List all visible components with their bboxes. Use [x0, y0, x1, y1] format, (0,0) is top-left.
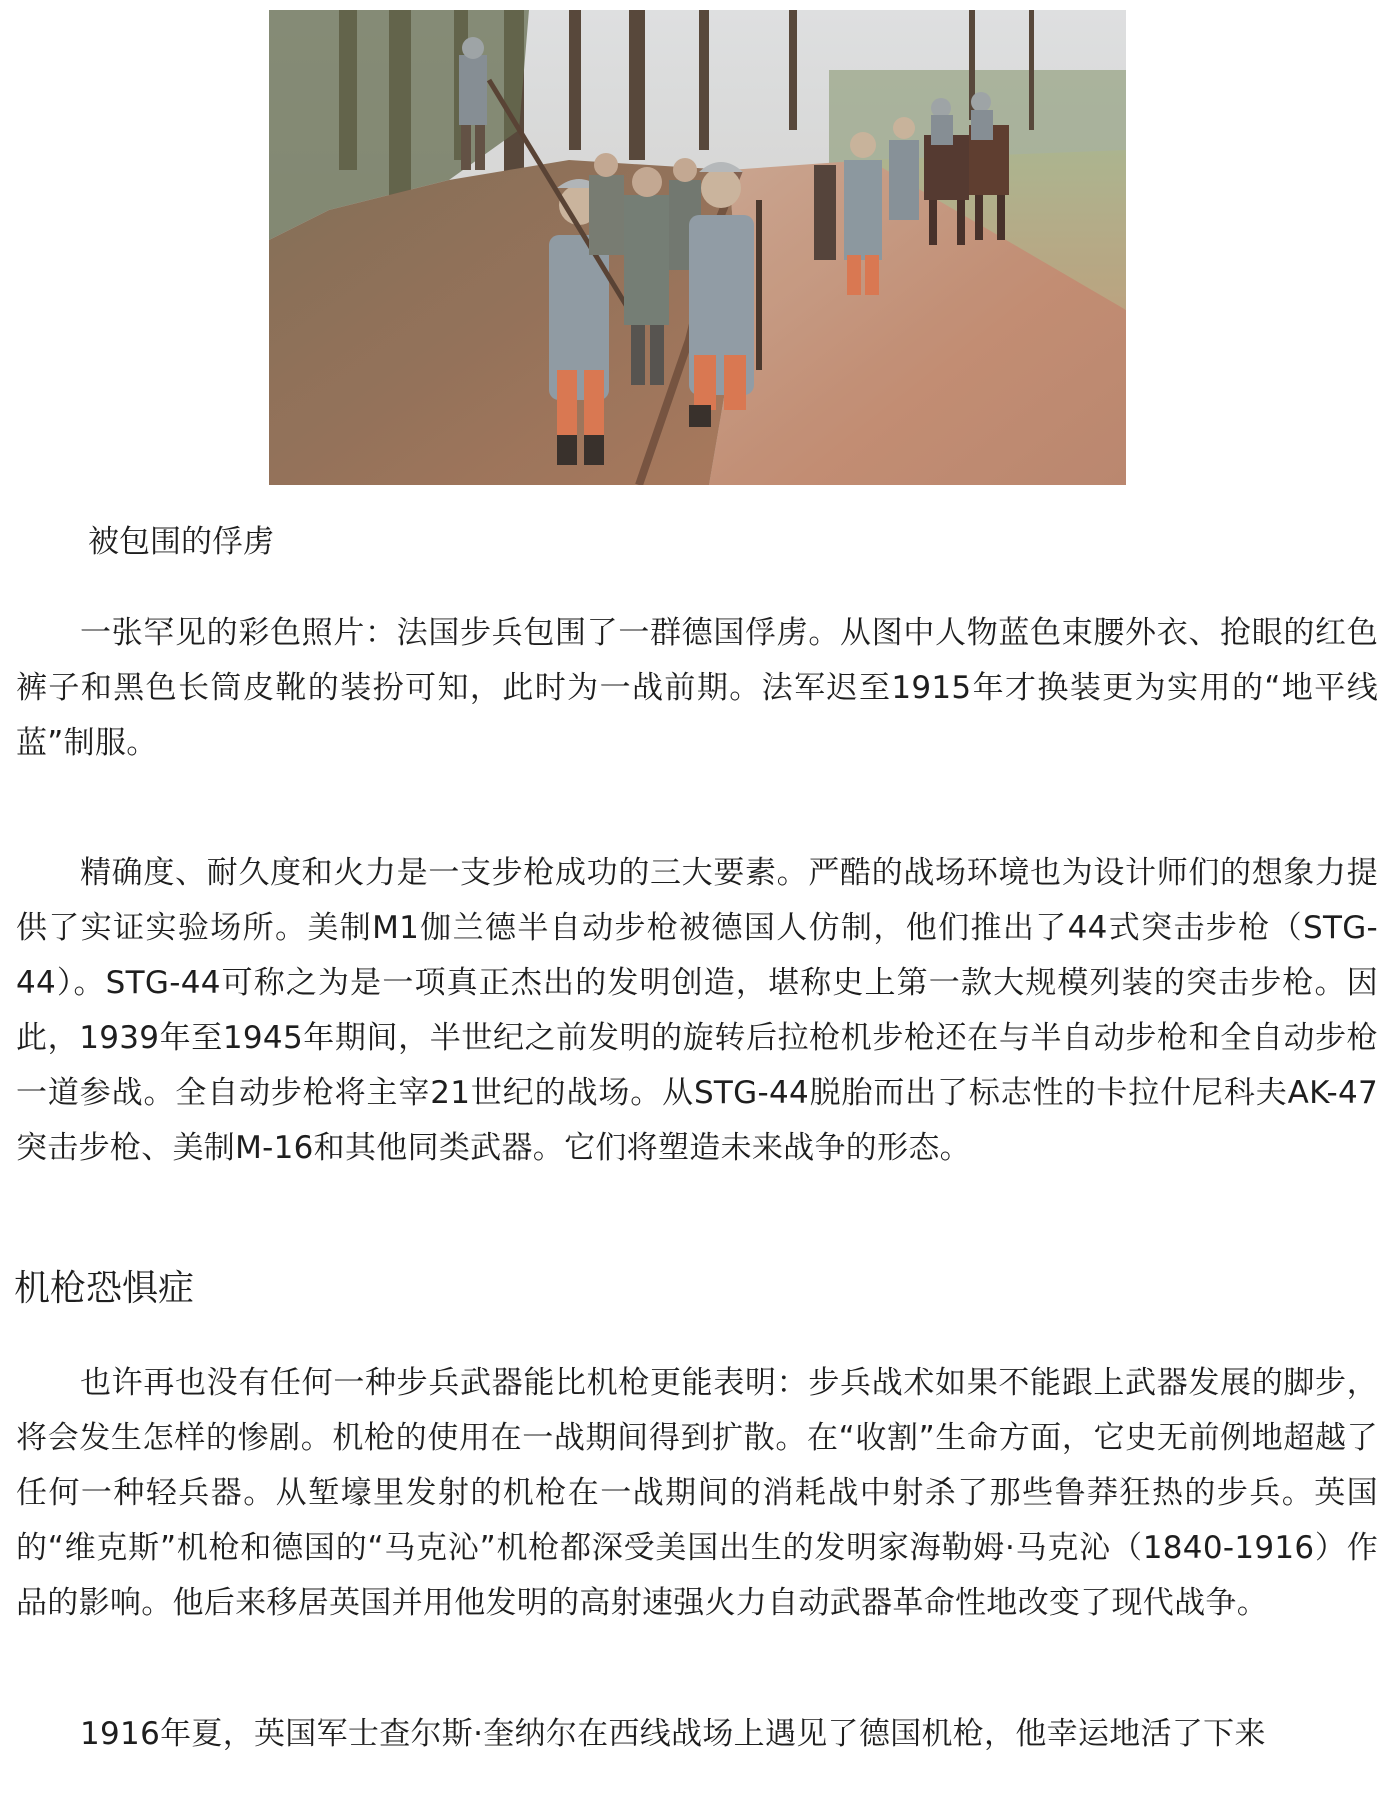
- photo-illustration: [269, 10, 1126, 485]
- paragraph-machine-guns: 也许再也没有任何一种步兵武器能比机枪更能表明：步兵战术如果不能跟上武器发展的脚步，将会发生怎样的惨剧。机枪的使用在一战期间得到扩散。在“收割”生命方面，它史无前例地超越了任何一种轻兵器。从堑壕里发射的机枪在一战期间的消耗战中射杀了那些鲁莽狂热的步兵。英国的“维克斯”机枪和德国的“马克沁”机枪都深受美国出生的发明家海勒姆·马克沁（1840-1916）作品的影响。他后来移居英国并用他发明的高射速强火力自动武器革命性地改变了现代战争。: [16, 1365, 1378, 1621]
- paragraph-rifles: 精确度、耐久度和火力是一支步枪成功的三大要素。严酷的战场环境也为设计师们的想象力提供了实证实验场所。美制M1伽兰德半自动步枪被德国人仿制，他们推出了44式突击步枪（STG-44）。STG-44可称之为是一项真正杰出的发明创造，堪称史上第一款大规模列装的突击步枪。因此，1939年至1945年期间，半世纪之前发明的旋转后拉枪机步枪还在与半自动步枪和全自动步枪一道参战。全自动步枪将主宰21世纪的战场。从STG-44脱胎而出了标志性的卡拉什尼科夫AK-47突击步枪、美制M-16和其他同类武器。它们将塑造未来战争的形态。: [16, 855, 1378, 1166]
- paragraph-1916-summer: 1916年夏，英国军士查尔斯·奎纳尔在西线战场上遇见了德国机枪，他幸运地活了下来: [80, 1716, 1266, 1752]
- section-heading: 机枪恐惧症: [14, 1268, 195, 1309]
- photo-caption: 被包围的俘虏: [88, 524, 274, 560]
- paragraph-photo-description: 一张罕见的彩色照片：法国步兵包围了一群德国俘虏。从图中人物蓝色束腰外衣、抢眼的红色裤子和黑色长筒皮靴的装扮可知，此时为一战前期。法军迟至1915年才换装更为实用的“地平线蓝”制服。: [16, 615, 1378, 761]
- historical-photo: [269, 10, 1126, 485]
